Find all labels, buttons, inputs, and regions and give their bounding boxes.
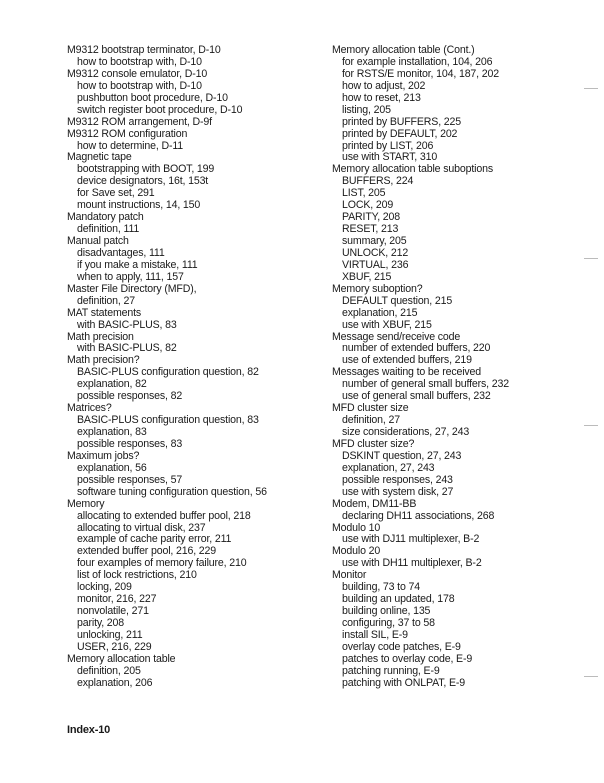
index-entry: M9312 ROM arrangement, D-9f: [67, 115, 212, 128]
index-subentry: mount instructions, 14, 150: [77, 199, 201, 212]
index-subentry: monitor, 216, 227: [77, 593, 157, 606]
index-subentry: definition, 27: [77, 294, 135, 307]
index-subentry: definition, 205: [77, 664, 141, 677]
index-entry: Matrices?: [67, 402, 112, 415]
index-entry: Manual patch: [67, 235, 129, 247]
index-subentry: USER, 216, 229: [77, 640, 152, 653]
index-subentry: explanation, 56: [77, 461, 147, 474]
index-subentry: overlay code patches, E-9: [342, 640, 461, 653]
index-subentry: printed by LIST, 206: [342, 139, 434, 152]
index-entry: M9312 console emulator, D-10: [67, 67, 208, 80]
index-subentry: declaring DH11 associations, 268: [342, 509, 495, 522]
index-entry: Memory: [67, 497, 105, 510]
index-subentry: PARITY, 208: [342, 211, 401, 224]
index-subentry: how to reset, 213: [342, 91, 421, 104]
index-entry: Modulo 10: [332, 521, 381, 534]
index-entry: Modulo 20: [332, 545, 381, 558]
index-subentry: VIRTUAL, 236: [342, 258, 409, 271]
index-subentry: LIST, 205: [342, 187, 386, 200]
index-subentry: DSKINT question, 27, 243: [342, 449, 462, 462]
index-subentry: for Save set, 291: [77, 187, 155, 200]
index-entry: Message send/receive code: [332, 330, 461, 343]
index-subentry: how to bootstrap with, D-10: [77, 79, 202, 92]
index-subentry: patching with ONLPAT, E-9: [342, 676, 466, 689]
index-subentry: allocating to extended buffer pool, 218: [77, 509, 251, 522]
index-subentry: explanation, 82: [77, 378, 147, 391]
index-entry: Memory allocation table suboptions: [332, 163, 493, 176]
index-subentry: how to determine, D-11: [77, 139, 184, 152]
index-subentry: size considerations, 27, 243: [342, 426, 470, 438]
index-subentry: definition, 27: [342, 414, 400, 427]
index-entry: Maximum jobs?: [67, 449, 140, 462]
index-subentry: listing, 205: [342, 103, 391, 116]
index-subentry: use with XBUF, 215: [342, 318, 432, 331]
index-entry: Messages waiting to be received: [332, 366, 482, 379]
index-subentry: patching running, E-9: [342, 664, 440, 677]
index-subentry: use of general small buffers, 232: [342, 390, 491, 403]
index-subentry: bootstrapping with BOOT, 199: [77, 163, 215, 176]
index-subentry: printed by BUFFERS, 225: [342, 115, 462, 128]
index-subentry: example of cache parity error, 211: [77, 533, 232, 546]
index-subentry: when to apply, 111, 157: [77, 270, 184, 283]
index-subentry: how to adjust, 202: [342, 79, 426, 92]
index-subentry: building, 73 to 74: [342, 581, 420, 594]
index-subentry: building online, 135: [342, 605, 431, 618]
index-subentry: unlocking, 211: [77, 628, 143, 641]
index-subentry: for RSTS/E monitor, 104, 187, 202: [342, 67, 499, 80]
index-entry: MFD cluster size?: [332, 437, 415, 450]
index-entry: Memory suboption?: [332, 282, 423, 295]
index-entry: Math precision: [67, 330, 134, 343]
index-subentry: BASIC-PLUS configuration question, 82: [77, 366, 259, 379]
scan-mark: [584, 676, 598, 677]
index-entry: Monitor: [332, 569, 367, 582]
index-column-right: [332, 45, 582, 690]
index-subentry: XBUF, 215: [342, 270, 392, 283]
index-subentry: explanation, 206: [77, 676, 153, 689]
index-subentry: configuring, 37 to 58: [342, 617, 435, 629]
page-number: Index-10: [67, 724, 111, 736]
index-entry: Mandatory patch: [67, 211, 144, 224]
index-subentry: explanation, 27, 243: [342, 461, 435, 474]
index-subentry: allocating to virtual disk, 237: [77, 521, 206, 534]
index-subentry: how to bootstrap with, D-10: [77, 55, 202, 68]
index-subentry: building an updated, 178: [342, 593, 455, 606]
index-subentry: install SIL, E-9: [342, 628, 408, 641]
index-subentry: possible responses, 82: [77, 390, 183, 403]
index-subentry: disadvantages, 111: [77, 246, 165, 259]
index-subentry: explanation, 215: [342, 306, 418, 319]
index-subentry: LOCK, 209: [342, 199, 394, 212]
index-subentry: possible responses, 243: [342, 473, 453, 486]
index-entry: Memory allocation table: [67, 652, 176, 665]
index-entry: Memory allocation table (Cont.): [332, 44, 475, 56]
index-subentry: with BASIC-PLUS, 82: [77, 342, 177, 355]
index-subentry: BASIC-PLUS configuration question, 83: [77, 414, 259, 427]
index-subentry: explanation, 83: [77, 426, 147, 438]
index-subentry: printed by DEFAULT, 202: [342, 127, 458, 140]
index-entry: MFD cluster size: [332, 402, 409, 415]
index-subentry: definition, 111: [77, 223, 140, 236]
index-subentry: if you make a mistake, 111: [77, 258, 198, 271]
index-column-left: [67, 45, 317, 690]
index-subentry: patches to overlay code, E-9: [342, 652, 473, 665]
index-entry: Magnetic tape: [67, 151, 132, 164]
index-subentry: nonvolatile, 271: [77, 605, 149, 618]
scan-mark: [584, 425, 598, 426]
index-subentry: BUFFERS, 224: [342, 175, 414, 188]
index-subentry: pushbutton boot procedure, D-10: [77, 91, 228, 104]
index-subentry: DEFAULT question, 215: [342, 294, 453, 307]
index-entry: M9312 ROM configuration: [67, 127, 188, 140]
index-entry: MAT statements: [67, 306, 142, 319]
index-subentry: UNLOCK, 212: [342, 246, 409, 259]
index-entry: Math precision?: [67, 354, 140, 367]
index-subentry: for example installation, 104, 206: [342, 55, 493, 68]
index-subentry: use with DJ11 multiplexer, B-2: [342, 533, 480, 546]
index-subentry: RESET, 213: [342, 223, 399, 236]
scan-mark: [584, 88, 598, 89]
index-subentry: device designators, 16t, 153t: [77, 175, 209, 188]
index-subentry: list of lock restrictions, 210: [77, 569, 197, 582]
index-subentry: parity, 208: [77, 617, 125, 629]
index-subentry: with BASIC-PLUS, 83: [77, 318, 177, 331]
index-subentry: use with DH11 multiplexer, B-2: [342, 557, 482, 570]
index-subentry: number of general small buffers, 232: [342, 378, 509, 391]
index-subentry: number of extended buffers, 220: [342, 342, 491, 355]
index-subentry: summary, 205: [342, 235, 407, 247]
index-subentry: extended buffer pool, 216, 229: [77, 545, 217, 558]
index-entry: Master File Directory (MFD),: [67, 282, 197, 295]
index-entry: Modem, DM11-BB: [332, 497, 417, 510]
index-subentry: possible responses, 57: [77, 473, 183, 486]
index-subentry: use with START, 310: [342, 151, 438, 164]
index-subentry: use with system disk, 27: [342, 485, 454, 498]
scan-mark: [584, 258, 598, 259]
index-subentry: four examples of memory failure, 210: [77, 557, 247, 570]
index-subentry: possible responses, 83: [77, 437, 183, 450]
index-entry: M9312 bootstrap terminator, D-10: [67, 44, 221, 56]
index-subentry: locking, 209: [77, 581, 132, 594]
index-subentry: use of extended buffers, 219: [342, 354, 472, 367]
index-subentry: switch register boot procedure, D-10: [77, 103, 243, 116]
index-subentry: software tuning configuration question, 56: [77, 485, 267, 498]
